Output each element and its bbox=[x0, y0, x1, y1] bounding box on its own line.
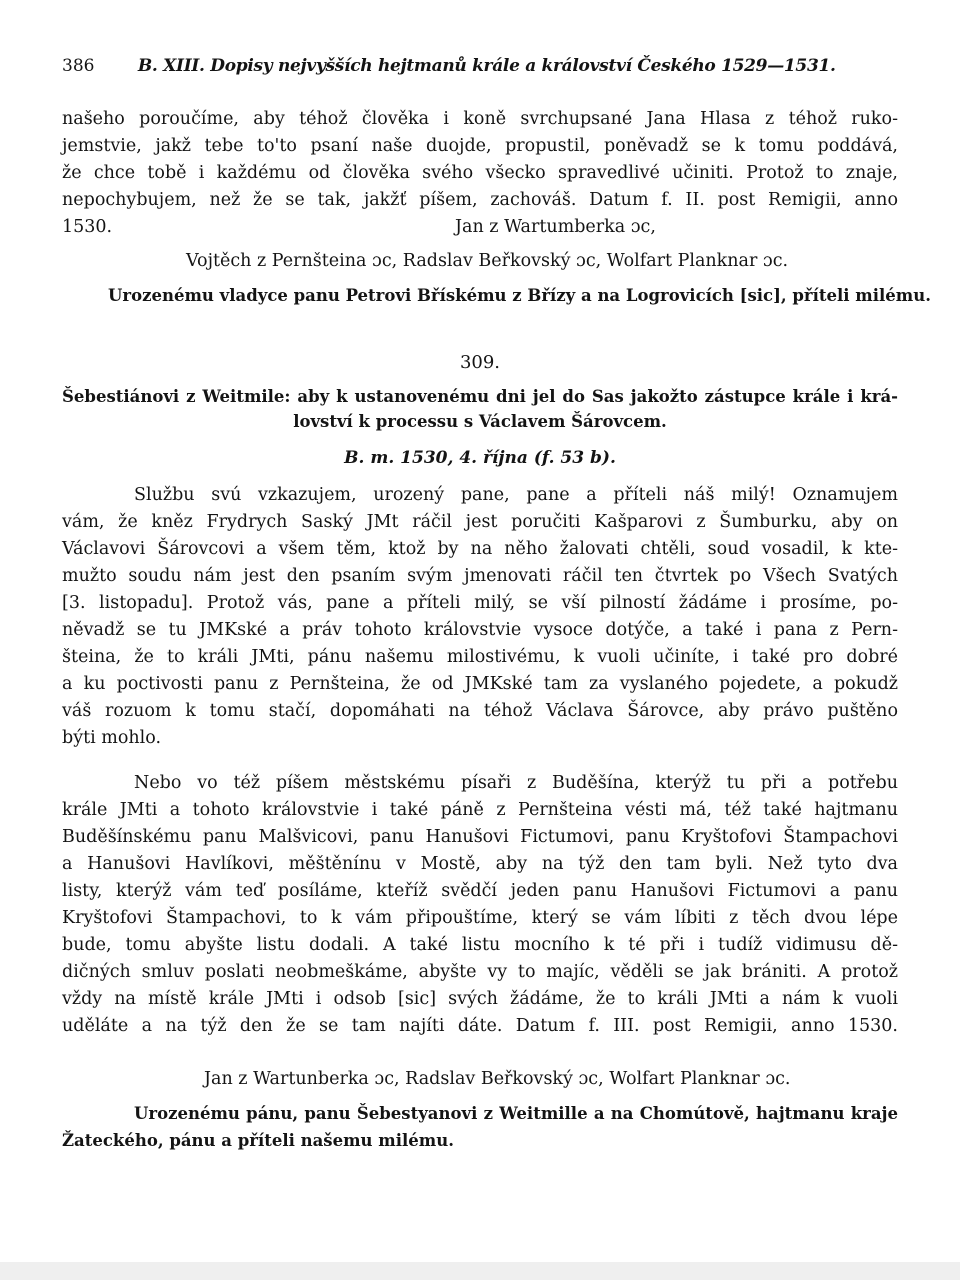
text-line: listy, kterýž vám teď posíláme, kteříž svědčí jeden panu Hanušovi Fictumovi a panu bbox=[62, 881, 898, 901]
document-date: B. m. 1530, 4. října (f. 53 b). bbox=[344, 448, 616, 468]
signature-line-2: Vojtěch z Pernšteina ɔc, Radslav Beřkovský ɔc, Wolfart Planknar ɔc. bbox=[186, 251, 789, 271]
text-line: bude, tomu abyšte listu dodali. A také listu mocního k té při i tudíž vidimusu dě- bbox=[62, 935, 898, 955]
address-line: Urozenému vladyce panu Petrovi Břískému z Břízy a na Logrovicích [sic], příteli milému. bbox=[108, 286, 931, 305]
text-line: nepochybujem, než že se tak, jakžť píšem, zachováš. Datum f. II. post Remigii, anno bbox=[62, 190, 898, 210]
regest-text: lovství k processu s Václavem Šárovcem. bbox=[293, 412, 667, 431]
address-line: Urozenému pánu, panu Šebestyanovi z Weitmille a na Chomútově, hajtmanu kraje bbox=[134, 1104, 898, 1123]
previous-document-address bbox=[62, 282, 931, 309]
document-signatures bbox=[62, 1066, 898, 1093]
text-line: něvadž se tu JMKské a práv tohoto královstvie vysoce dotýče, a také i pana z Pern- bbox=[62, 620, 898, 640]
closing-line bbox=[62, 214, 898, 241]
text-line: vždy na místě krále JMti i odsob [sic] svých žádáme, že to králi JMti a nám k vuoli bbox=[62, 989, 898, 1009]
document-regest bbox=[62, 384, 898, 434]
page-number: 386 bbox=[62, 56, 95, 76]
text-line: a ku poctivosti panu z Pernšteina, že od JMKské tam za vyslaného pojedete, a pokudž bbox=[62, 674, 898, 694]
text-line: uděláte a na týž den že se tam najíti dáte. Datum f. III. post Remigii, anno 1530. bbox=[62, 1016, 898, 1036]
scan-bottom-edge bbox=[0, 1262, 960, 1280]
document-address bbox=[62, 1100, 898, 1154]
closing-year: 1530. bbox=[62, 217, 113, 237]
text-line: vám, že kněz Frydrych Saský JMt ráčil jest poručiti Kašparovi z Šumburku, aby on bbox=[62, 512, 898, 532]
address-line: Žateckého, pánu a příteli našemu milému. bbox=[62, 1131, 454, 1150]
text-line: a Hanušovi Havlíkovi, měštěnínu v Mostě, aby na týž den tam byli. Než tyto dva bbox=[62, 854, 898, 874]
text-line: Nebo vo též píšem městskému písaři z Buděšína, kterýž tu při a potřebu bbox=[134, 773, 898, 793]
text-line: býti mohlo. bbox=[62, 728, 162, 748]
previous-document-text bbox=[62, 106, 898, 214]
text-line: váš rozuom k tomu stačí, dopomáhati na téhož Václava Šárovce, aby právo puštěno bbox=[62, 701, 898, 721]
running-title: B. XIII. Dopisy nejvyšších hejtmanů krále a království Českého 1529—1531. bbox=[137, 56, 836, 76]
paragraph-2 bbox=[62, 770, 898, 1040]
page-header bbox=[62, 56, 902, 76]
signature-line-1: Jan z Wartumberka ɔc, bbox=[455, 217, 656, 237]
regest-line bbox=[62, 409, 898, 434]
document-number: 309. bbox=[459, 352, 501, 373]
text-line: Službu svú vzkazujem, urozený pane, pane a příteli náš milý! Oznamujem bbox=[134, 485, 898, 505]
signature-line: Jan z Wartunberka ɔc, Radslav Beřkovský ɔc, Wolfart Planknar ɔc. bbox=[204, 1069, 791, 1089]
paragraph-1 bbox=[62, 482, 898, 752]
text-line: mužto soudu nám jest den psaním svým jmenovati ráčil ten čtvrtek po Všech Svatých bbox=[62, 566, 898, 586]
previous-document-signatures bbox=[62, 248, 898, 275]
text-line: Václavovi Šárovcovi a všem těm, ktož by na něho žalovati chtěli, soud vosadil, k kte- bbox=[62, 539, 898, 559]
regest-line bbox=[62, 384, 898, 409]
text-line: [3. listopadu]. Protož vás, pane a příteli milý, se vší pilností žádáme i prosíme, po- bbox=[62, 593, 898, 613]
regest-text: Šebestiánovi z Weitmile: aby k ustanovenému dni jel do Sas jakožto zástupce krále i krá- bbox=[62, 387, 898, 406]
text-line: Kryštofovi Štampachovi, to k vám připouštíme, který se vám líbiti z těch dvou lépe bbox=[62, 908, 898, 928]
previous-document-closing bbox=[62, 214, 898, 241]
text-line: krále JMti a tohoto královstvie i také páně z Pernšteina vésti má, též také hajtmanu bbox=[62, 800, 898, 820]
text-line: šteina, že to králi JMti, pánu našemu milostivému, k vuoli učiníte, i také pro dobré bbox=[62, 647, 898, 667]
text-line: jemstvie, jakž tebe to'to psaní naše duojde, propustil, poněvadž se k tomu poddává, bbox=[62, 136, 898, 156]
text-line: Buděšínskému panu Malšvicovi, panu Hanušovi Fictumovi, panu Kryštofovi Štampachovi bbox=[62, 827, 898, 847]
text-line: dičných smluv poslati neobmeškáme, abyšte vy to majíc, věděli se jak brániti. A protož bbox=[62, 962, 898, 982]
text-line: že chce tobě i každému od člověka svého všecko spravedlivé učiniti. Protož to znaje, bbox=[62, 163, 898, 183]
text-line: našeho poroučíme, aby téhož člověka i koně svrchupsané Jana Hlasa z téhož ruko- bbox=[62, 109, 898, 129]
